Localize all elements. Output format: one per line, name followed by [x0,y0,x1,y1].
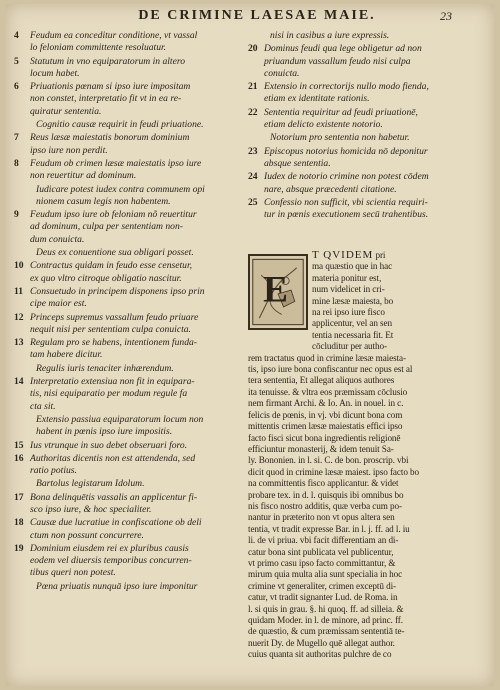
summary-entry [14,260,242,285]
summary-entry-line: quiratur sententia. [30,105,102,117]
body-line: ly. Bononien. in l. si. C. de bon. proscrip. vbi [248,455,409,466]
body-line: facto fisci sicut bona ingredientis religionē [248,432,401,443]
summary-entry-line: Dominium eiusdem rei ex pluribus causis [30,542,189,554]
summary-entry-line: Feudum ob crimen læsæ maiestatis ipso iure [30,157,202,169]
summary-entry-line: Cognitio causæ requirit in feudi priuatione. [36,119,204,131]
summary-entry-line: Dominus feudi qua lege obligetur ad non [264,43,422,55]
summary-entry [14,119,242,131]
summary-right-column [248,30,470,222]
summary-entry [14,56,242,81]
summary-entry-number: 4 [14,30,19,41]
summary-entry-number: 23 [248,145,258,157]
summary-entry-number: 22 [248,106,258,118]
body-line: mirum quia multa alia sunt specialia in hoc [248,569,403,580]
summary-entry-line: Reus læsæ maiestatis bonorum dominium [30,132,190,144]
summary-entry-number: 9 [14,209,19,221]
summary-entry [248,107,470,132]
summary-entry-line: sco ipso iure, & hoc specialiter. [30,503,152,515]
summary-entry-line: conuicta. [264,67,300,79]
drop-cap-letter: E [263,269,288,311]
summary-entry [248,30,470,42]
summary-entry-number: 25 [248,196,258,208]
body-line: materia ponitur est, [312,272,382,283]
body-line: quidam Moder. in l. de minore, ad princ. ff. [248,615,403,625]
summary-entry-line: Sententia requiritur ad feudi priuationē, [264,106,418,118]
summary-entry-line: Interpretatio extensiua non fit in equipara- [30,376,195,388]
body-line: catur bona sint publicata vel publicentur, [248,546,394,557]
summary-entry [248,171,470,196]
summary-entry [14,492,242,517]
summary-entry [14,414,242,439]
summary-entry-line: Princeps supremus vassallum feudo priuare [30,311,199,323]
summary-entry-number: 13 [14,337,24,349]
summary-entry-line: Priuationis pœnam si ipso iure impositam [30,81,191,93]
summary-entry [14,184,242,209]
summary-entry-line: nequit nisi per sententiam culpa conuicta. [30,323,191,335]
body-line: catur, vt tradit signanter Lud. de Roma. in [248,592,398,603]
summary-entry-line: tur in pœnis executionem secū trahentibus. [264,209,429,221]
summary-entry-line: priuandum vassallum feudo nisi culpa [264,55,411,67]
summary-entry-line: Extensio in correctorijs nullo modo fienda, [264,81,429,93]
summary-entry-line: tibus queri non potest. [30,567,116,579]
summary-entry-number: 18 [14,517,24,529]
summary-entry [14,158,242,183]
body-line: vt primo casu ipso facto committantur, & [248,557,396,568]
summary-entry-number: 20 [248,43,258,55]
summary-entry-line: Statutum in vno equiparatorum in altero [30,55,186,67]
summary-entry-number: 24 [248,171,258,183]
summary-entry-number: 15 [14,439,24,451]
summary-entry-line: cipe maior est. [30,298,87,310]
body-line: mine læsæ maiesta, bo [312,295,394,306]
summary-entry-line: etiam delicto existente notorio. [264,119,383,131]
page-header [6,8,494,30]
body-line: cōcluditur per autho- [312,341,387,352]
summary-entry-number: 14 [14,376,24,388]
summary-entry [14,581,242,593]
summary-entry [14,453,242,478]
summary-entry-line: non constet, interpretatio fit vt in ea re- [30,93,182,105]
summary-entry-number: 21 [248,81,258,93]
summary-entry-line: Confessio non sufficit, vbi scientia requiri- [264,196,428,208]
summary-entry-line: Feudum ea conceditur conditione, vt vassal [30,30,198,41]
summary-entry [14,543,242,580]
summary-entry-number: 19 [14,542,24,554]
summary-entry-number: 8 [14,157,19,169]
body-line: tera sententia, Et allegat aliquos authores [248,375,395,386]
summary-entry [14,440,242,452]
summary-entry-line: dum conuicta. [30,233,85,245]
summary-entry [248,43,470,80]
summary-entry [14,312,242,337]
page-number: 23 [440,9,452,23]
summary-entry-line: non reuertitur ad dominum. [30,170,137,182]
summary-entry-line: ex quo vltro citroque obligatio nascitur. [30,272,182,284]
summary-entry-number: 6 [14,81,19,93]
body-line: rem tractatus quod in crimine læsæ maiesta- [248,352,406,363]
summary-entry [14,132,242,157]
summary-left-column [14,30,242,594]
summary-entry-line: Feudum ipso iure ob feloniam nõ reuertitur [30,209,197,221]
summary-entry-line: Causæ due lucratiue in confiscatione ob deli [30,517,202,529]
summary-entry-line: nare, absque præcedenti citatione. [264,183,397,195]
drop-cap-illustration [250,256,306,328]
summary-entry-line: locum habet. [30,67,80,79]
body-line: l. si quis in grau. §. hi quoq. ff. ad silleia. & [248,603,404,614]
summary-entry [14,376,242,413]
summary-entry-line: nionem casum legis non habentem. [36,195,171,207]
summary-entry-line: ratio potius. [30,465,77,477]
body-line: num videlicet in cri- [312,284,385,295]
summary-entry-number: 11 [14,285,24,297]
summary-entry-line: lo feloniam committente resoluatur. [30,42,167,54]
body-line: nantur in præterito non vt opus altera sen [248,512,395,523]
summary-entry [14,517,242,542]
body-line: efficiuntur monasterij, & idem tenuit Sa- [248,443,394,454]
summary-entry-line: tis, nisi equiparatio per modum regule fa [30,388,188,400]
book-page [6,4,494,686]
summary-entry-line: Consuetudo in principem disponens ipso prin [30,285,205,297]
summary-entry-number: 10 [14,260,24,272]
summary-entry [248,132,470,144]
summary-entry-line: ctum non possunt concurrere. [30,529,144,541]
summary-entry-line: Extensio passiua equiparatorum locum non [36,413,204,425]
summary-entry-line: Pœna priuatis nunquā ipso iure imponitur [36,580,198,592]
decorated-initial [248,254,308,330]
body-line: tentia necessaria fit. Et [312,329,394,340]
summary-entry-line: Bona delinquētis vassalis an applicentur fi- [30,491,198,503]
summary-entry [14,286,242,311]
body-line: nuerit Dy. de Mugello quē allegat author. [248,637,395,648]
summary-entry-line: absque sententia. [264,157,331,169]
summary-entry-line: nisi in casibus a iure expressis. [270,30,390,41]
summary-entry-line: ipso iure non perdit. [30,144,108,156]
body-line: tentia, vt tradit expresse Bar. in l. j. ff. ad l. iu [248,523,410,534]
summary-entry-line: Regulam pro se habens, intentionem funda- [30,337,197,349]
summary-entry [248,197,470,222]
summary-entry-number: 7 [14,132,19,144]
summary-entry-line: Authoritas dicentis non est attendenda, sed [30,452,196,464]
summary-entry-line: Notorium pro sententia non habetur. [270,132,410,144]
summary-entry [14,81,242,118]
body-line: applicentur, vel an sen [312,318,392,329]
body-line: cuius quanta sit authoritas pulchre de co [248,649,392,660]
summary-entry [14,209,242,246]
summary-entry-line: Contractus quidam in feudo esse censetur, [30,260,193,272]
summary-entry-number: 17 [14,491,24,503]
summary-entry-line: Episcopus notorius homicida nō deponitur [264,145,428,157]
summary-entry-line: Regulis iuris tenaciter inhærendum. [36,362,174,374]
summary-entry [14,247,242,259]
body-line: de quæstio, & cum præmissam sententiā te- [248,626,405,637]
summary-entry [248,146,470,171]
summary-entry-line: Iudicare potest iudex contra communem opi [36,183,205,195]
body-line: felicis de pœnis, in vj. vbi dicunt bona com [248,409,403,420]
summary-entry-line: ad dominum, culpa per sententiam non- [30,221,183,233]
body-line-text: pri [373,250,386,260]
body-line: dicit quod in crimine læsæ maiest. ipso facto bo [248,466,420,477]
summary-entry-line: Iudex de notorio crimine non potest cōdem [264,171,429,183]
summary-entry [14,30,242,55]
body-line: nis fisco nostro additis, quæ verba cum po- [248,500,402,511]
summary-entry-number: 5 [14,55,19,67]
body-full-lines [248,353,480,661]
main-body-text [248,250,480,661]
body-line: na committentis fisco applicantur. & videt [248,478,399,489]
summary-entry-line: habent in pœnis ipso iure impositis. [36,426,173,438]
body-line: ma quæstio que in hac [312,261,393,272]
body-line: probare tex. in d. l. quisquis ibi omnibus bo [248,489,404,500]
body-line: crimine vt generaliter, crimen exceptū di- [248,580,396,591]
summary-entry-line: Deus ex conuentione sua obligari posset. [36,247,194,259]
summary-entry [248,81,470,106]
running-title: DE CRIMINE LAESAE MAIE. [138,8,376,23]
body-line: mittentis crimen læsæ maiestatis effici ipso [248,421,403,432]
summary-entry-line: etiam ex identitate rationis. [264,93,370,105]
body-line: ita tenuisse. & vltra eos præmissam cōclusio [248,386,408,397]
body-line: tis, ipso iure bona confiscantur nec opus est al [248,364,413,375]
summary-entry [14,478,242,490]
opening-words: T QVIDEM [312,249,374,261]
summary-entry-number: 16 [14,452,24,464]
body-line: li. de vi priua. vbi facit differentiam an di- [248,535,399,546]
body-line: na rei ipso iure fisco [312,307,385,318]
summary-entry-line: Bartolus legistarum Idolum. [36,478,145,490]
summary-entry-line: eodem vel diuersis temporibus concurren- [30,555,192,567]
summary-entry [14,337,242,362]
summary-entry-line: Ius vtrunque in suo debet obseruari foro. [30,439,188,451]
summary-entry-line: cta sit. [30,400,56,412]
summary-entry-line: tam habere dicitur. [30,349,103,361]
summary-entry [14,363,242,375]
summary-entry-number: 12 [14,311,24,323]
body-line: nem firmant Archi. & Io. An. in nouel. in c. [248,398,404,409]
